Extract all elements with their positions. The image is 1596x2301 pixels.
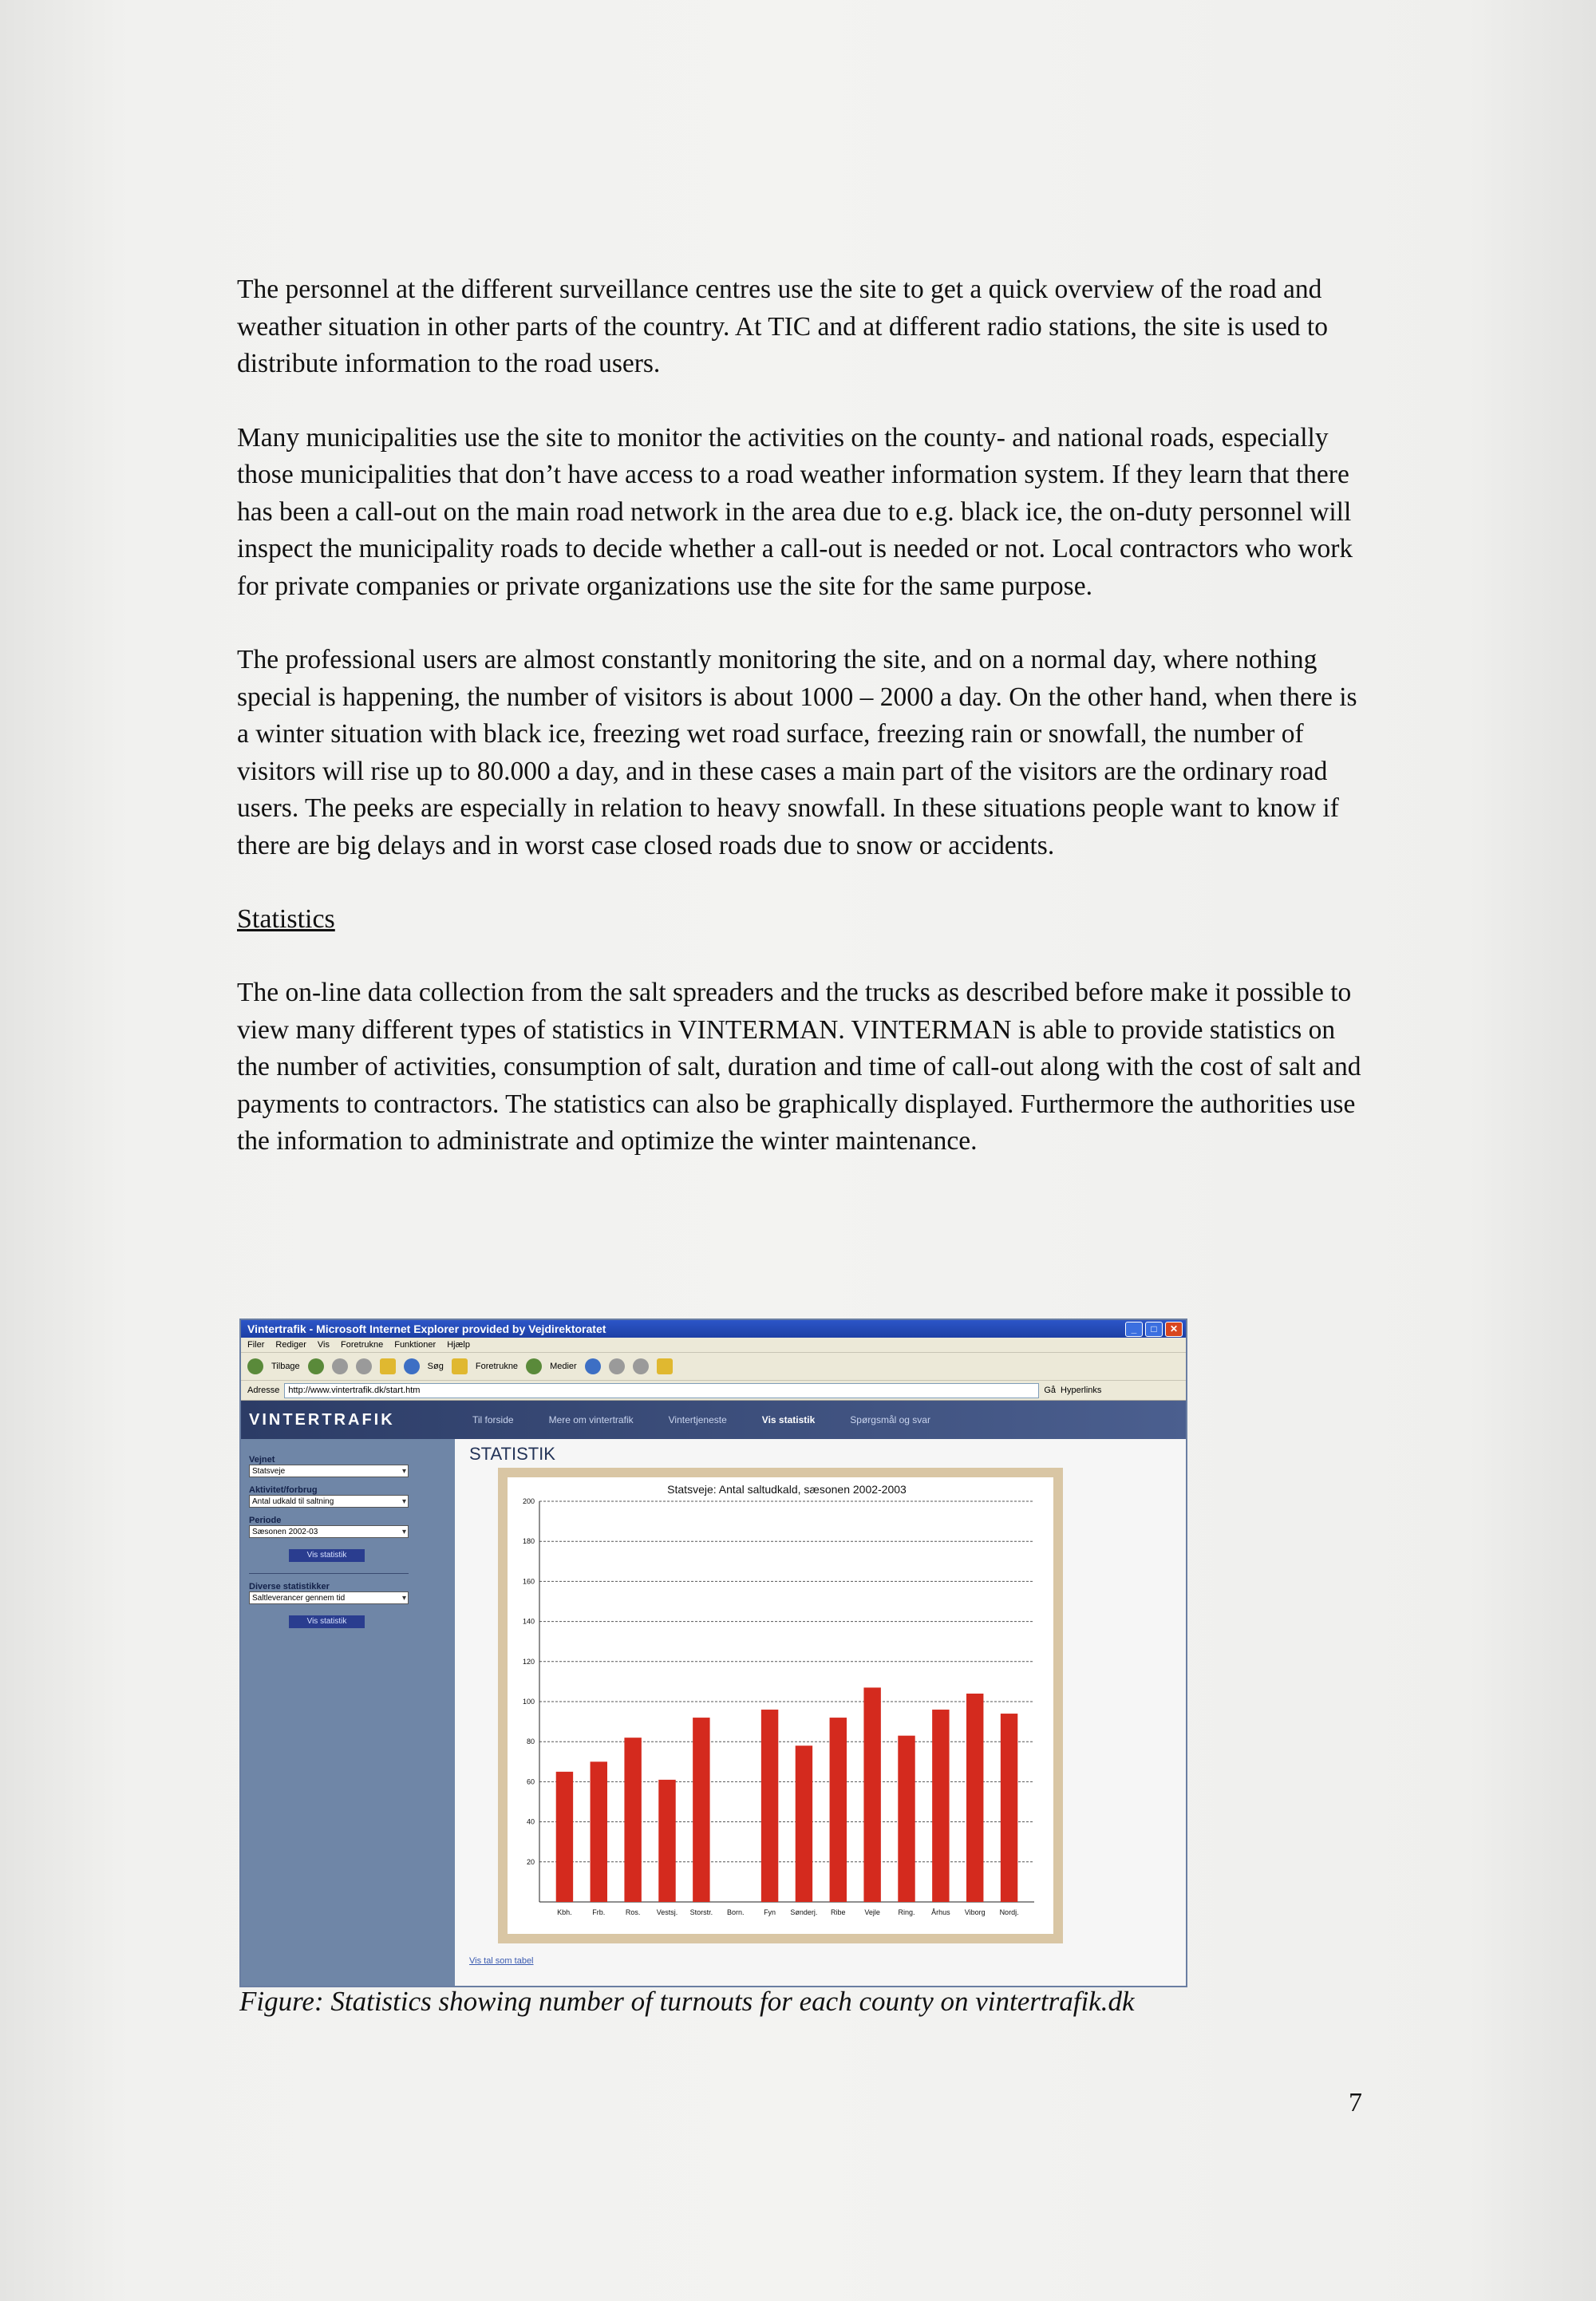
browser-screenshot: [239, 1319, 1187, 1987]
chart-frame: [498, 1468, 1063, 1943]
forward-arrow-icon[interactable]: [308, 1358, 324, 1374]
x-tick-label: Viborg: [964, 1908, 986, 1916]
nav-about[interactable]: Mere om vintertrafik: [548, 1414, 634, 1425]
y-tick-label: 140: [522, 1617, 535, 1626]
bar: [1001, 1714, 1017, 1902]
page-number: 7: [1349, 2088, 1362, 2117]
activity-select[interactable]: Antal udkald til saltning ▾: [249, 1495, 409, 1508]
show-as-table-link[interactable]: Vis tal som tabel: [469, 1956, 534, 1966]
bar: [796, 1746, 812, 1902]
y-tick-label: 180: [522, 1537, 535, 1546]
site-nav: [455, 1414, 948, 1425]
menu-bar: [241, 1338, 1186, 1353]
media-label[interactable]: Medier: [550, 1362, 577, 1371]
menu-tools[interactable]: Funktioner: [394, 1340, 437, 1350]
period-label: Periode: [249, 1516, 282, 1525]
favorites-label[interactable]: Foretrukne: [475, 1362, 519, 1371]
misc-label: Diverse statistikker: [249, 1582, 330, 1591]
y-tick-label: 120: [522, 1657, 535, 1666]
paragraph-3: The professional users are almost constantly monitoring the site, and on a normal day, where nothing special is happening, the number of visitors is about 1000 – 2000 a day. On the other hand, when there is a winter situation with black ice, freezing wet road surface, freezing rain or snowfall, the number of visitors will rise up to 80.000 a day, and in these cases a main part of the visitors are the ordinary road users. The peeks are especially in relation to heavy snowfall. In these situations people want to know if there are big delays and in worst case closed roads due to snow or accidents.: [237, 645, 1357, 860]
folder-icon[interactable]: [657, 1358, 673, 1374]
y-tick-label: 20: [526, 1857, 535, 1866]
activity-label: Aktivitet/forbrug: [249, 1485, 318, 1495]
x-tick-label: Ros.: [625, 1908, 641, 1916]
maximize-icon[interactable]: □: [1145, 1322, 1163, 1337]
bar-chart: [508, 1477, 1053, 1934]
menu-favorites[interactable]: Foretrukne: [341, 1340, 384, 1350]
paragraph-statistics: The on-line data collection from the salt spreaders and the trucks as described before make it possible to view many different types of statistics in VINTERMAN. VINTERMAN is able to provide statistics on the number of activities, consumption of salt, duration and time of call-out along with the cost of salt and payments to contractors. The statistics can also be graphically displayed. Furthermore the authorities use the information to administrate and optimize the winter maintenance.: [237, 978, 1361, 1156]
close-icon[interactable]: ✕: [1165, 1322, 1183, 1337]
address-input[interactable]: http://www.vintertrafik.dk/start.htm: [284, 1383, 1039, 1398]
paragraph-2: Many municipalities use the site to monitor the activities on the county- and national roads, especially those municipalities that don’t have access to a road weather information system. If they learn that there has been a call-out on the main road network in the area due to e.g. black ice, the on-duty personnel will inspect the municipality roads to decide whether a call-out is needed or not. Local contractors who work for private companies or private organizations use the site for the same purpose.: [237, 422, 1353, 601]
search-icon[interactable]: [404, 1358, 420, 1374]
section-heading: Statistics: [237, 904, 335, 934]
print-icon[interactable]: [633, 1358, 649, 1374]
statistics-sidebar: [241, 1439, 455, 1987]
show-statistics-button[interactable]: Vis statistik: [289, 1549, 365, 1562]
bar: [863, 1687, 880, 1902]
site-body: [241, 1439, 1186, 1987]
favorites-star-icon[interactable]: [452, 1358, 468, 1374]
bar: [761, 1710, 778, 1902]
period-select[interactable]: Sæsonen 2002-03 ▾: [249, 1525, 409, 1538]
statistics-main: [455, 1439, 1186, 1987]
bar: [966, 1694, 983, 1902]
y-tick-label: 40: [526, 1817, 535, 1826]
menu-view[interactable]: Vis: [317, 1340, 330, 1350]
chart-area: [508, 1477, 1053, 1934]
stop-icon[interactable]: [332, 1358, 348, 1374]
x-tick-label: Nordj.: [999, 1908, 1019, 1916]
y-tick-label: 160: [522, 1577, 535, 1586]
bar: [658, 1780, 675, 1902]
bar: [624, 1738, 641, 1902]
body-text: [237, 271, 1370, 1197]
mail-icon[interactable]: [609, 1358, 625, 1374]
x-tick-label: Frb.: [592, 1908, 606, 1916]
paragraph-1: The personnel at the different surveillance centres use the site to get a quick overview of the road and weather situation in other parts of the country. At TIC and at different radio stations, the site is used to distribute information to the road users.: [237, 275, 1328, 378]
x-tick-label: Vestsj.: [656, 1908, 678, 1916]
y-tick-label: 100: [522, 1698, 535, 1706]
figure-caption: Figure: Statistics showing number of turnouts for each county on vintertrafik.dk: [239, 1986, 1135, 2017]
bar: [830, 1718, 847, 1902]
toolbar: [241, 1353, 1186, 1381]
media-icon[interactable]: [526, 1358, 542, 1374]
x-tick-label: Ribe: [831, 1908, 846, 1916]
sidebar-divider: [249, 1573, 409, 1574]
back-arrow-icon[interactable]: [247, 1358, 263, 1374]
bar: [556, 1772, 573, 1902]
address-label: Adresse: [247, 1386, 280, 1395]
bar: [591, 1761, 607, 1902]
window-title: Vintertrafik - Microsoft Internet Explorer provided by Vejdirektoratet: [247, 1322, 606, 1335]
y-tick-label: 200: [522, 1497, 535, 1505]
site-logo[interactable]: VINTERTRAFIK: [249, 1410, 395, 1429]
show-statistics-button-2[interactable]: Vis statistik: [289, 1615, 365, 1628]
nav-service[interactable]: Vintertjeneste: [668, 1414, 727, 1425]
menu-help[interactable]: Hjælp: [447, 1340, 470, 1350]
chart-title: Statsveje: Antal saltudkald, sæsonen 2002-2003: [667, 1483, 907, 1496]
x-tick-label: Storstr.: [689, 1908, 713, 1916]
bar: [693, 1718, 709, 1902]
back-label[interactable]: Tilbage: [271, 1362, 300, 1371]
refresh-icon[interactable]: [356, 1358, 372, 1374]
site-header: [241, 1401, 1186, 1439]
nav-home[interactable]: Til forside: [472, 1414, 514, 1425]
history-icon[interactable]: [585, 1358, 601, 1374]
menu-file[interactable]: Filer: [247, 1340, 265, 1350]
nav-statistics[interactable]: Vis statistik: [761, 1414, 816, 1425]
statistics-title: STATISTIK: [469, 1444, 555, 1464]
minimize-icon[interactable]: _: [1125, 1322, 1143, 1337]
x-tick-label: Århus: [931, 1908, 950, 1916]
x-tick-label: Vejle: [864, 1908, 880, 1916]
x-tick-label: Kbh.: [557, 1908, 572, 1916]
go-button[interactable]: Gå: [1044, 1386, 1057, 1395]
menu-edit[interactable]: Rediger: [275, 1340, 306, 1350]
x-tick-label: Fyn: [764, 1908, 776, 1916]
road-select[interactable]: Statsveje ▾: [249, 1465, 409, 1477]
road-label: Vejnet: [249, 1455, 275, 1465]
y-tick-label: 60: [526, 1777, 535, 1786]
bar: [898, 1736, 915, 1902]
y-tick-label: 80: [526, 1738, 535, 1746]
x-tick-label: Born.: [726, 1908, 745, 1916]
address-bar: [241, 1381, 1186, 1401]
window-titlebar: [241, 1320, 1186, 1338]
home-icon[interactable]: [380, 1358, 396, 1374]
x-tick-label: Sønderj.: [790, 1908, 818, 1916]
bar: [932, 1710, 949, 1902]
x-tick-label: Ring.: [898, 1908, 915, 1916]
nav-faq[interactable]: Spørgsmål og svar: [850, 1414, 930, 1425]
misc-select[interactable]: Saltleverancer gennem tid ▾: [249, 1591, 409, 1604]
links-label[interactable]: Hyperlinks: [1061, 1386, 1102, 1395]
search-label[interactable]: Søg: [427, 1362, 444, 1371]
